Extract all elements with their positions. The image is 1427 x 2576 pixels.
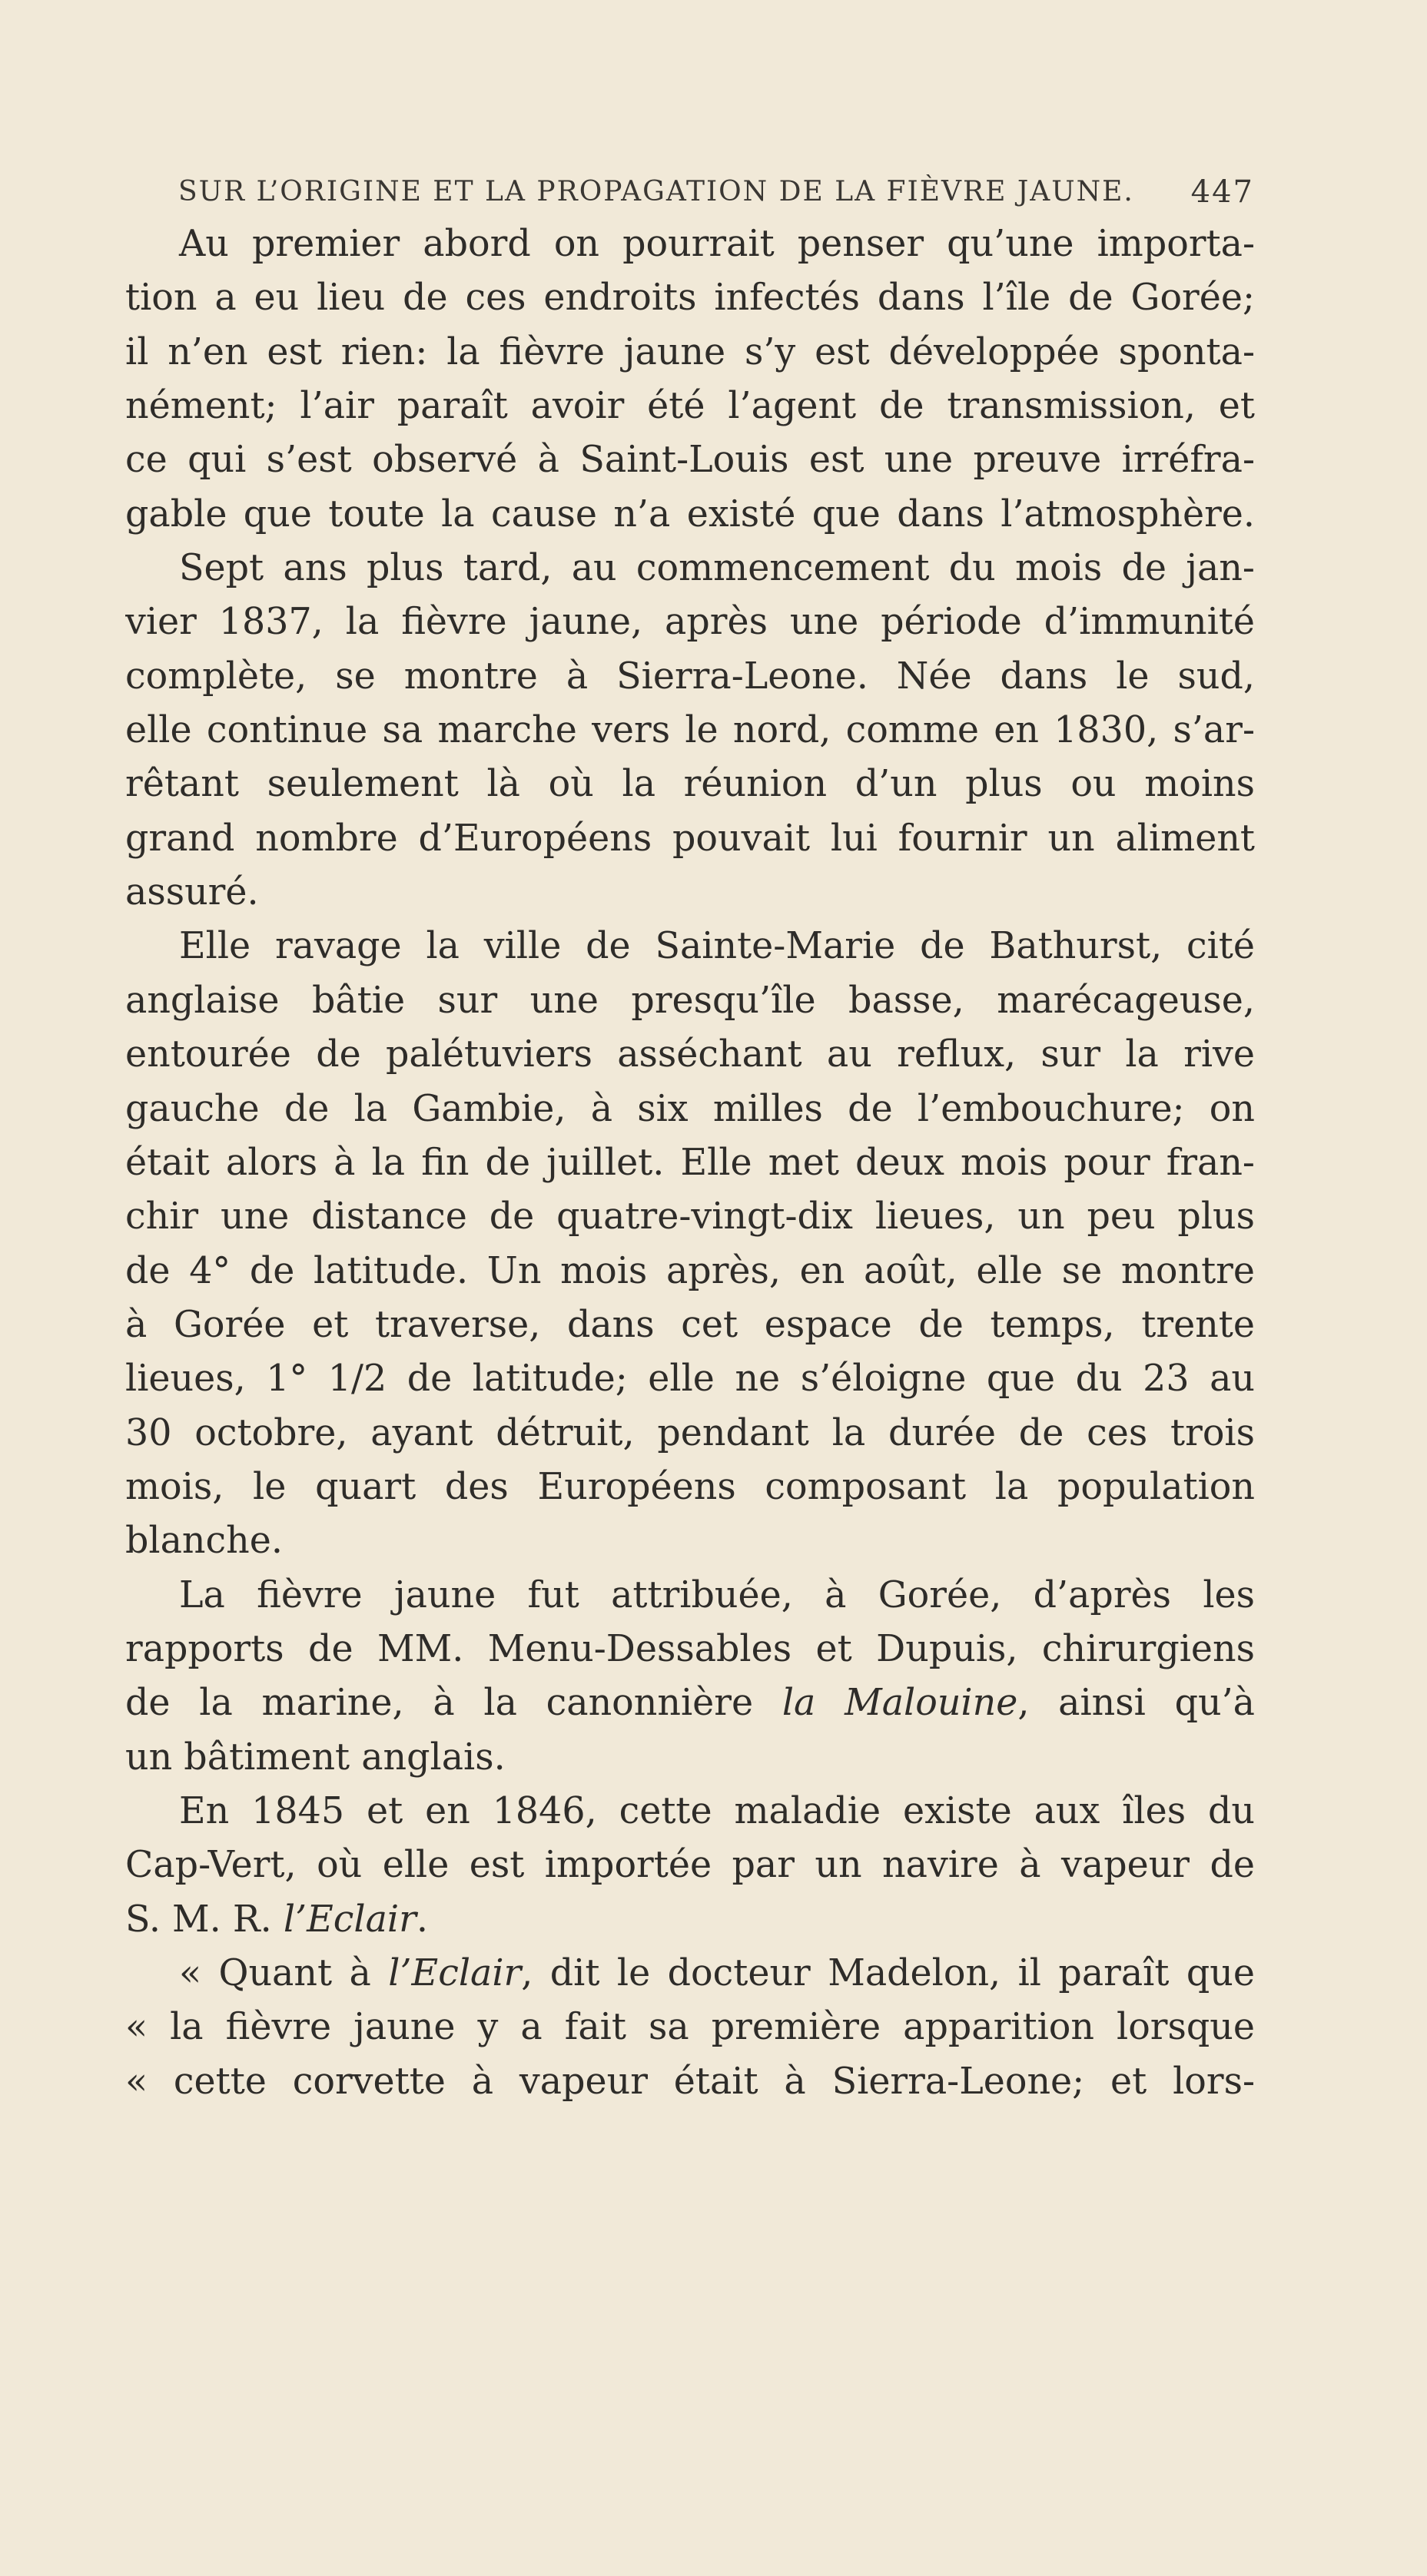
text-line: un bâtiment anglais. bbox=[125, 1736, 506, 1779]
text-line: rêtant seulement là où la réunion d’un plus ou moins bbox=[125, 763, 1255, 806]
running-head bbox=[178, 169, 1254, 215]
text-segment: S. M. R. bbox=[125, 1898, 284, 1941]
text-line: vier 1837, la fièvre jaune, après une période d’immunité bbox=[125, 601, 1255, 644]
text-line: à Gorée et traverse, dans cet espace de temps, trente bbox=[125, 1303, 1255, 1346]
text-segment: . bbox=[416, 1898, 428, 1941]
text-line: blanche. bbox=[125, 1520, 283, 1563]
text-segment: « Quant à bbox=[179, 1952, 389, 1994]
text-line: gable que toute la cause n’a existé que dans l’atmosphère. bbox=[125, 492, 1255, 535]
text-line: Sept ans plus tard, au commencement du mois de jan- bbox=[179, 547, 1255, 590]
text-line bbox=[125, 1947, 1255, 2001]
text-line: était alors à la fin de juillet. Elle met deux mois pour fran- bbox=[125, 1141, 1255, 1184]
page-number: 447 bbox=[1190, 174, 1254, 210]
text-line: Cap-Vert, où elle est importée par un navire à vapeur de bbox=[125, 1844, 1255, 1887]
text-segment: , ainsi qu’à bbox=[1017, 1682, 1255, 1725]
text-line: nément; l’air paraît avoir été l’agent de transmission, et bbox=[125, 385, 1255, 428]
text-line bbox=[125, 1676, 1255, 1730]
text-line: rapports de MM. Menu-Dessables et Dupuis, chirurgiens bbox=[125, 1627, 1255, 1670]
text-line: tion a eu lieu de ces endroits infectés dans l’île de Gorée; bbox=[125, 277, 1255, 320]
text-line: elle continue sa marche vers le nord, comme en 1830, s’ar- bbox=[125, 709, 1255, 752]
running-title: SUR L’ORIGINE ET LA PROPAGATION DE LA FIÈVRE JAUNE. bbox=[178, 176, 1134, 207]
text-line: mois, le quart des Européens composant la population bbox=[125, 1465, 1255, 1508]
text-line: grand nombre d’Européens pouvait lui fournir un aliment bbox=[125, 817, 1255, 860]
text-line: entourée de palétuviers asséchant au reflux, sur la rive bbox=[125, 1033, 1255, 1076]
text-line: « la fièvre jaune y a fait sa première apparition lorsque bbox=[125, 2006, 1255, 2049]
text-line: Au premier abord on pourrait penser qu’une importa- bbox=[179, 223, 1255, 265]
text-line: ce qui s’est observé à Saint-Louis est une preuve irréfra- bbox=[125, 439, 1255, 482]
ship-name: l’Eclair bbox=[388, 1952, 522, 1994]
text-line: « cette corvette à vapeur était à Sierra-Leone; et lors- bbox=[125, 2060, 1255, 2103]
ship-name: l’Eclair bbox=[283, 1898, 416, 1941]
text-line: gauche de la Gambie, à six milles de l’embouchure; on bbox=[125, 1087, 1255, 1130]
text-segment: de la marine, à la canonnière bbox=[125, 1682, 782, 1725]
text-line bbox=[125, 1893, 1255, 1947]
text-line: chir une distance de quatre-vingt-dix lieues, un peu plus bbox=[125, 1195, 1255, 1238]
ship-name: la Malouine bbox=[782, 1682, 1018, 1725]
text-line: assuré. bbox=[125, 871, 259, 914]
text-line: il n’en est rien: la fièvre jaune s’y est développée sponta- bbox=[125, 330, 1255, 373]
text-line: anglaise bâtie sur une presqu’île basse, marécageuse, bbox=[125, 979, 1255, 1022]
text-segment: , dit le docteur Madelon, il paraît que bbox=[521, 1952, 1255, 1994]
text-line: 30 octobre, ayant détruit, pendant la durée de ces trois bbox=[125, 1411, 1255, 1454]
text-line: La fièvre jaune fut attribuée, à Gorée, d’après les bbox=[179, 1573, 1255, 1616]
text-line: de 4° de latitude. Un mois après, en août, elle se montre bbox=[125, 1249, 1255, 1292]
body-text bbox=[125, 217, 1255, 2109]
text-line: Elle ravage la ville de Sainte-Marie de Bathurst, cité bbox=[179, 925, 1255, 968]
text-line: lieues, 1° 1/2 de latitude; elle ne s’éloigne que du 23 au bbox=[125, 1358, 1255, 1401]
text-line: complète, se montre à Sierra-Leone. Née dans le sud, bbox=[125, 655, 1255, 698]
text-line: En 1845 et en 1846, cette maladie existe aux îles du bbox=[179, 1789, 1255, 1832]
